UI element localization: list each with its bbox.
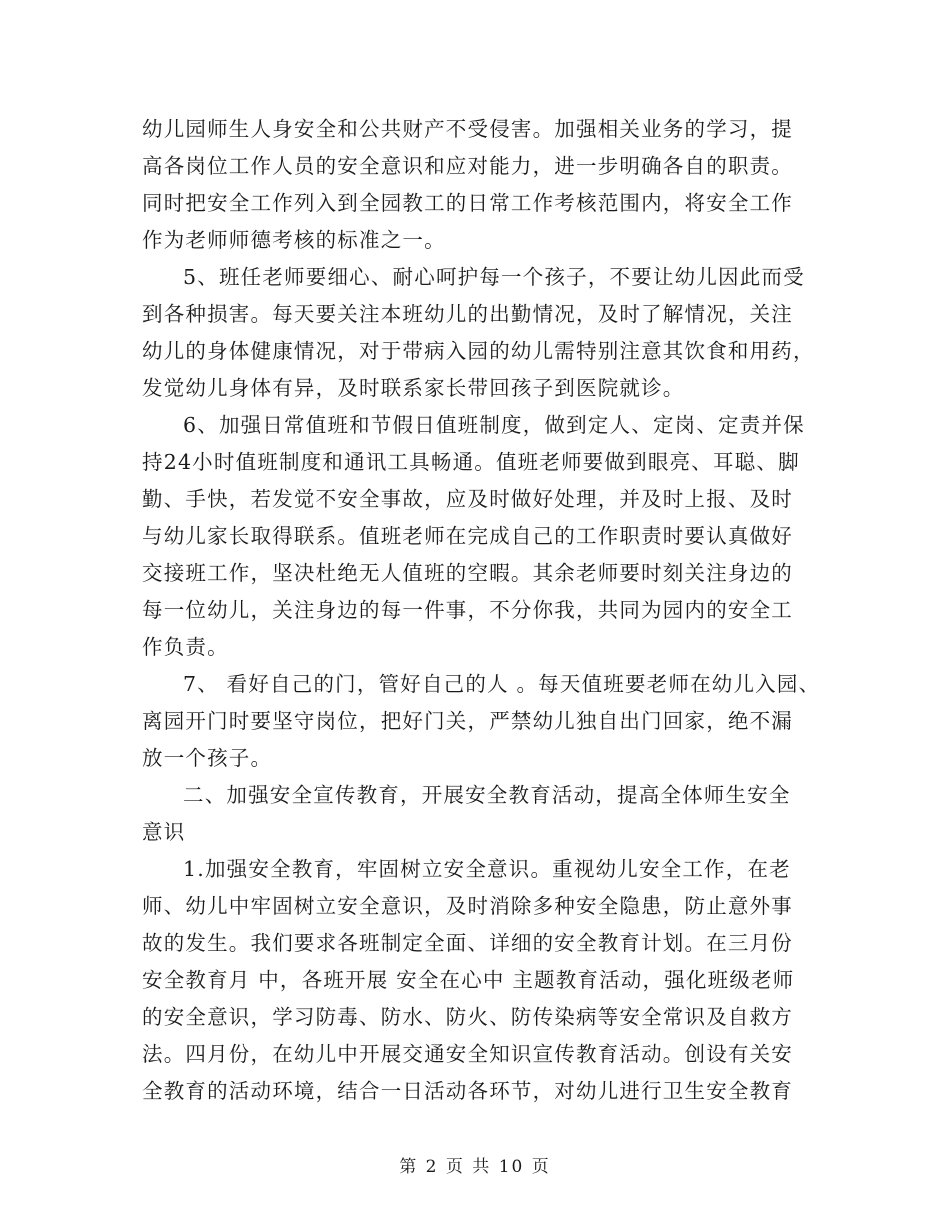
paragraph-line: 故的发生。我们要求各班制定全面、详细的安全教育计划。在三月份 <box>142 931 793 955</box>
section-heading-line: 二、加强安全宣传教育，开展安全教育活动，提高全体师生安全 <box>183 783 791 807</box>
paragraph-line: 安全教育月 中，各班开展 安全在心中 主题教育活动，强化班级老师 <box>142 968 795 992</box>
paragraph-line: 师、幼儿中牢固树立安全意识，及时消除多种安全隐患，防止意外事 <box>142 894 793 918</box>
paragraph-line: 高各岗位工作人员的安全意识和应对能力，进一步明确各自的职责。 <box>142 154 793 178</box>
paragraph-line: 6、加强日常值班和节假日值班制度，做到定人、定岗、定责并保 <box>183 413 805 437</box>
paragraph-line: 作负责。 <box>142 635 229 659</box>
paragraph-line: 法。四月份，在幼儿中开展交通安全知识宣传教育活动。创设有关安 <box>142 1042 793 1066</box>
paragraph-line: 到各种损害。每天要关注本班幼儿的出勤情况，及时了解情况，关注 <box>142 302 793 326</box>
page-number-footer: 第 2 页 共 10 页 <box>399 1157 551 1177</box>
paragraph-line: 7、 看好自己的门，管好自己的人 。每天值班要老师在幼儿入园、 <box>183 672 821 696</box>
paragraph-line: 1.加强安全教育，牢固树立安全意识。重视幼儿安全工作，在老 <box>183 857 791 881</box>
paragraph-line: 的安全意识，学习防毒、防水、防火、防传染病等安全常识及自救方 <box>142 1005 793 1029</box>
paragraph-line: 作为老师师德考核的标准之一。 <box>142 228 446 252</box>
paragraph-line: 发觉幼儿身体有异，及时联系家长带回孩子到医院就诊。 <box>142 376 685 400</box>
paragraph-line: 幼儿园师生人身安全和公共财产不受侵害。加强相关业务的学习，提 <box>142 117 793 141</box>
paragraph-line: 与幼儿家长取得联系。值班老师在完成自己的工作职责时要认真做好 <box>142 524 793 548</box>
paragraph-line: 交接班工作，坚决杜绝无人值班的空暇。其余老师要时刻关注身边的 <box>142 561 793 585</box>
paragraph-line: 同时把安全工作列入到全园教工的日常工作考核范围内，将安全工作 <box>142 191 793 215</box>
paragraph-line: 勤、手快，若发觉不安全事故，应及时做好处理，并及时上报、及时 <box>142 487 793 511</box>
paragraph-line: 5、班任老师要细心、耐心呵护每一个孩子，不要让幼儿因此而受 <box>183 265 805 289</box>
paragraph-line: 离园开门时要坚守岗位，把好门关，严禁幼儿独自出门回家，绝不漏 <box>142 709 793 733</box>
paragraph-line: 全教育的活动环境，结合一日活动各环节，对幼儿进行卫生安全教育 <box>142 1079 793 1103</box>
paragraph-line: 放一个孩子。 <box>142 746 273 770</box>
paragraph-line: 持24小时值班制度和通讯工具畅通。值班老师要做到眼亮、耳聪、脚 <box>142 450 800 474</box>
section-heading-line: 意识 <box>142 820 186 844</box>
paragraph-line: 每一位幼儿，关注身边的每一件事，不分你我，共同为园内的安全工 <box>142 598 793 622</box>
paragraph-line: 幼儿的身体健康情况，对于带病入园的幼儿需特别注意其饮食和用药， <box>142 339 815 363</box>
